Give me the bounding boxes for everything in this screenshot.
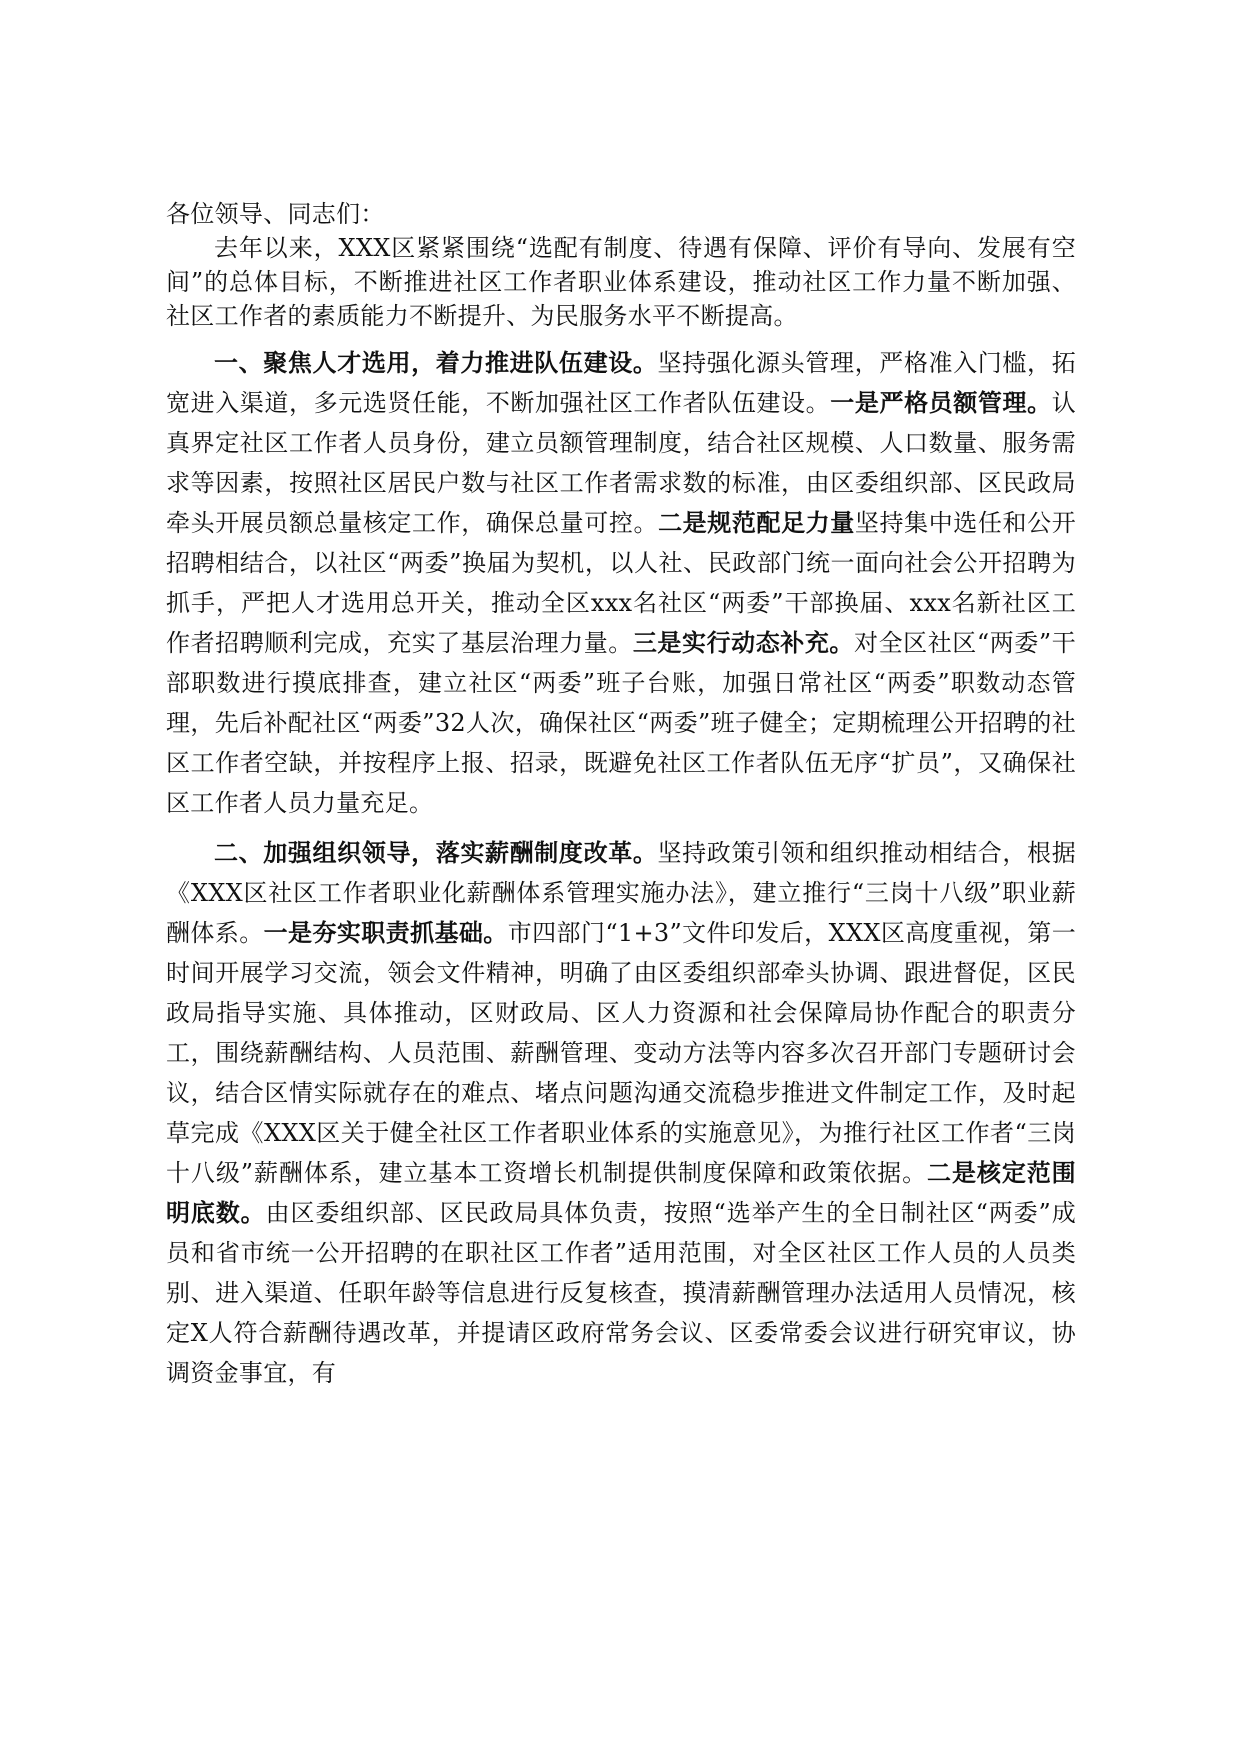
- section-1-point-3-title: 三是实行动态补充。: [632, 628, 855, 657]
- section-1-point-2-text: 坚持集中选任和公开招聘相结合，以社区“两委”换届为契机，以人社、民政部门统一面向社会公开招聘为抓手，严把人才选用总开关，推动全区xxx名社区“两委”干部换届、xxx名新社区工作者招聘顺利完成，充实了基层治理力量。: [166, 509, 1077, 657]
- section-2-lead: 坚持政策引领和组织推动相结合，根据《XXX区社区工作者职业化薪酬体系管理实施办法》，建立推行“三岗十八级”职业薪酬体系。: [166, 839, 1076, 947]
- section-2-point-2-text: 由区委组织部、区民政局具体负责，按照“选举产生的全日制社区“两委”成员和省市统一公开招聘的在职社区工作者”适用范围，对全区社区工作人员的人员类别、进入渠道、任职年龄等信息进行反复核查，摸清薪酬管理办法适用人员情况，核定X人符合薪酬待遇改革，并提请区政府常务会议、区委常委会议进行研究审议，协调资金事宜，有: [166, 1199, 1076, 1387]
- section-2-point-2-title: 二是核定范围明底数。: [166, 1158, 1076, 1227]
- section-1-point-1-text: 认真界定社区工作者人员身份，建立员额管理制度，结合社区规模、人口数量、服务需求等因素，按照社区居民户数与社区工作者需求数的标准，由区委组织部、区民政局牵头开展员额总量核定工作，确保总量可控。: [166, 389, 1076, 537]
- document-body: [166, 197, 1076, 1393]
- section-2-paragraph: [166, 833, 1076, 1393]
- section-2-point-1-title: 一是夯实职责抓基础。: [263, 918, 508, 947]
- section-2-heading: 二、加强组织领导，落实薪酬制度改革。: [214, 838, 658, 867]
- section-1-paragraph: [166, 343, 1076, 823]
- section-1-point-1-title: 一是严格员额管理。: [830, 388, 1052, 417]
- section-1-lead: 坚持强化源头管理，严格准入门槛，拓宽进入渠道，多元选贤任能，不断加强社区工作者队伍建设。: [166, 349, 1076, 417]
- section-1-heading: 一、聚焦人才选用，着力推进队伍建设。: [214, 348, 658, 377]
- section-1-point-3-text: 对全区社区“两委”干部职数进行摸底排查，建立社区“两委”班子台账，加强日常社区“两委”职数动态管理，先后补配社区“两委”32人次，确保社区“两委”班子健全；定期梳理公开招聘的社区工作者空缺，并按程序上报、招录，既避免社区工作者队伍无序“扩员”，又确保社区工作者人员力量充足。: [166, 629, 1076, 817]
- section-2-point-1-text: 市四部门“1+3”文件印发后，XXX区高度重视，第一时间开展学习交流，领会文件精神，明确了由区委组织部牵头协调、跟进督促，区民政局指导实施、具体推动，区财政局、区人力资源和社会保障局协作配合的职责分工，围绕薪酬结构、人员范围、薪酬管理、变动方法等内容多次召开部门专题研讨会议，结合区情实际就存在的难点、堵点问题沟通交流稳步推进文件制定工作，及时起草完成《XXX区关于健全社区工作者职业体系的实施意见》，为推行社区工作者“三岗十八级”薪酬体系，建立基本工资增长机制提供制度保障和政策依据。: [166, 919, 1077, 1187]
- section-1-point-2-title: 二是规范配足力量: [658, 508, 855, 537]
- salutation: 各位领导、同志们：: [166, 200, 385, 228]
- intro-paragraph: 去年以来，XXX区紧紧围绕“选配有制度、待遇有保障、评价有导向、发展有空间”的总体目标，不断推进社区工作者职业体系建设，推动社区工作力量不断加强、社区工作者的素质能力不断提升、为民服务水平不断提高。: [166, 234, 1076, 330]
